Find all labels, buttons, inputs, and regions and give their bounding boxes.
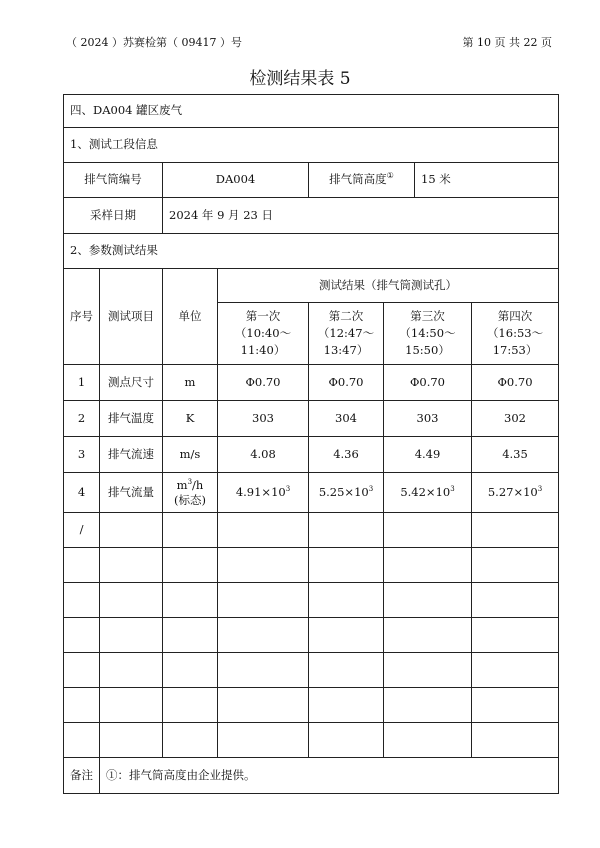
value-exponent: 3 — [537, 485, 543, 494]
row-value-run-2: 304 — [309, 401, 384, 437]
row-item: 测点尺寸 — [100, 365, 163, 401]
sampling-date-value: 2024 年 9 月 23 日 — [163, 198, 559, 234]
subsection-results-title: 2、参数测试结果 — [64, 234, 559, 269]
row-value-run-1: Φ0.70 — [218, 365, 309, 401]
run-1-header — [218, 303, 309, 365]
run-4-name: 第四次 — [497, 308, 533, 323]
row-unit: K — [163, 401, 218, 437]
value-mantissa: 5.25×10 — [318, 484, 369, 499]
subsection-info-title: 1、测试工段信息 — [64, 128, 559, 163]
header-row-1 — [64, 269, 559, 303]
row-value-run-3: Φ0.70 — [384, 365, 472, 401]
row-value-run-1: 4.08 — [218, 437, 309, 473]
stack-id-label: 排气筒编号 — [64, 163, 163, 198]
col-unit-header: 单位 — [163, 269, 218, 365]
table-row — [64, 473, 559, 513]
footnote-mark: ① — [386, 171, 394, 181]
table-row — [64, 365, 559, 401]
row-value-run-4: 302 — [472, 401, 559, 437]
remark-row — [64, 758, 559, 794]
value-exponent: 3 — [285, 485, 291, 494]
subsection-row-2 — [64, 234, 559, 269]
unit-base: m — [176, 477, 188, 492]
row-value-run-3: 4.49 — [384, 437, 472, 473]
run-3-name: 第三次 — [410, 308, 445, 323]
run-1-time: （10:40～11:40） — [234, 325, 292, 358]
row-value-run-2: 4.36 — [309, 437, 384, 473]
run-4-time: （16:53～17:53） — [486, 325, 544, 358]
run-1-name: 第一次 — [245, 308, 281, 323]
sampling-date-label: 采样日期 — [64, 198, 163, 234]
row-value-run-1: 303 — [218, 401, 309, 437]
run-3-header — [384, 303, 472, 365]
run-4-header — [472, 303, 559, 365]
row-value-run-4: Φ0.70 — [472, 365, 559, 401]
row-value-run-3: 303 — [384, 401, 472, 437]
row-item: 排气流量 — [100, 473, 163, 513]
unit-suffix: /h — [192, 477, 204, 492]
unit-exponent: 3 — [187, 477, 193, 486]
page-title: 检测结果表 5 — [249, 69, 351, 89]
row-item: 排气流速 — [100, 437, 163, 473]
value-mantissa: 4.91×10 — [235, 484, 286, 499]
table-row — [64, 401, 559, 437]
value-mantissa: 5.27×10 — [487, 484, 538, 499]
row-unit: m — [163, 365, 218, 401]
stack-height-label-text: 排气筒高度 — [329, 172, 387, 187]
section-row — [64, 95, 559, 128]
empty-row — [64, 688, 559, 723]
row-value-run-3 — [384, 473, 472, 513]
stack-height-value: 15 米 — [415, 163, 559, 198]
value-exponent: 3 — [368, 485, 374, 494]
empty-row — [64, 548, 559, 583]
row-value-run-4 — [472, 473, 559, 513]
row-seq: 1 — [64, 365, 100, 401]
report-number: （ 2024 ）苏赛检第（ 09417 ）号 — [66, 36, 242, 49]
page-indicator: 第 10 页 共 22 页 — [462, 36, 552, 49]
run-2-header — [309, 303, 384, 365]
row-unit: m/s — [163, 437, 218, 473]
row-value-run-1 — [218, 473, 309, 513]
row-seq: 2 — [64, 401, 100, 437]
run-3-time: （14:50～15:50） — [399, 325, 456, 358]
row-value-run-2: Φ0.70 — [309, 365, 384, 401]
row-unit — [163, 473, 218, 513]
row-seq: 3 — [64, 437, 100, 473]
empty-row — [64, 513, 559, 548]
col-item-header: 测试项目 — [100, 269, 163, 365]
table-row — [64, 437, 559, 473]
value-mantissa: 5.42×10 — [400, 484, 451, 499]
row-seq: 4 — [64, 473, 100, 513]
row-item: 排气温度 — [100, 401, 163, 437]
empty-row — [64, 618, 559, 653]
section-title: 四、DA004 罐区废气 — [64, 95, 559, 128]
col-seq-header: 序号 — [64, 269, 100, 365]
results-group-header: 测试结果（排气筒测试孔） — [218, 269, 559, 303]
row-value-run-4: 4.35 — [472, 437, 559, 473]
subsection-row — [64, 128, 559, 163]
stack-id-row — [64, 163, 559, 198]
stack-height-label — [309, 163, 415, 198]
empty-row — [64, 653, 559, 688]
run-2-time: （12:47～13:47） — [317, 325, 375, 358]
sampling-date-row — [64, 198, 559, 234]
unit-note: (标态) — [174, 492, 206, 507]
slash-mark: / — [64, 513, 100, 548]
unit-flow — [163, 478, 217, 493]
remark-text: ①：排气筒高度由企业提供。 — [100, 758, 559, 794]
empty-row — [64, 583, 559, 618]
value-exponent: 3 — [450, 485, 455, 494]
stack-id-value: DA004 — [163, 163, 309, 198]
row-value-run-2 — [309, 473, 384, 513]
empty-row — [64, 723, 559, 758]
results-table — [63, 94, 559, 794]
run-2-name: 第二次 — [328, 308, 364, 323]
remark-label: 备注 — [64, 758, 100, 794]
